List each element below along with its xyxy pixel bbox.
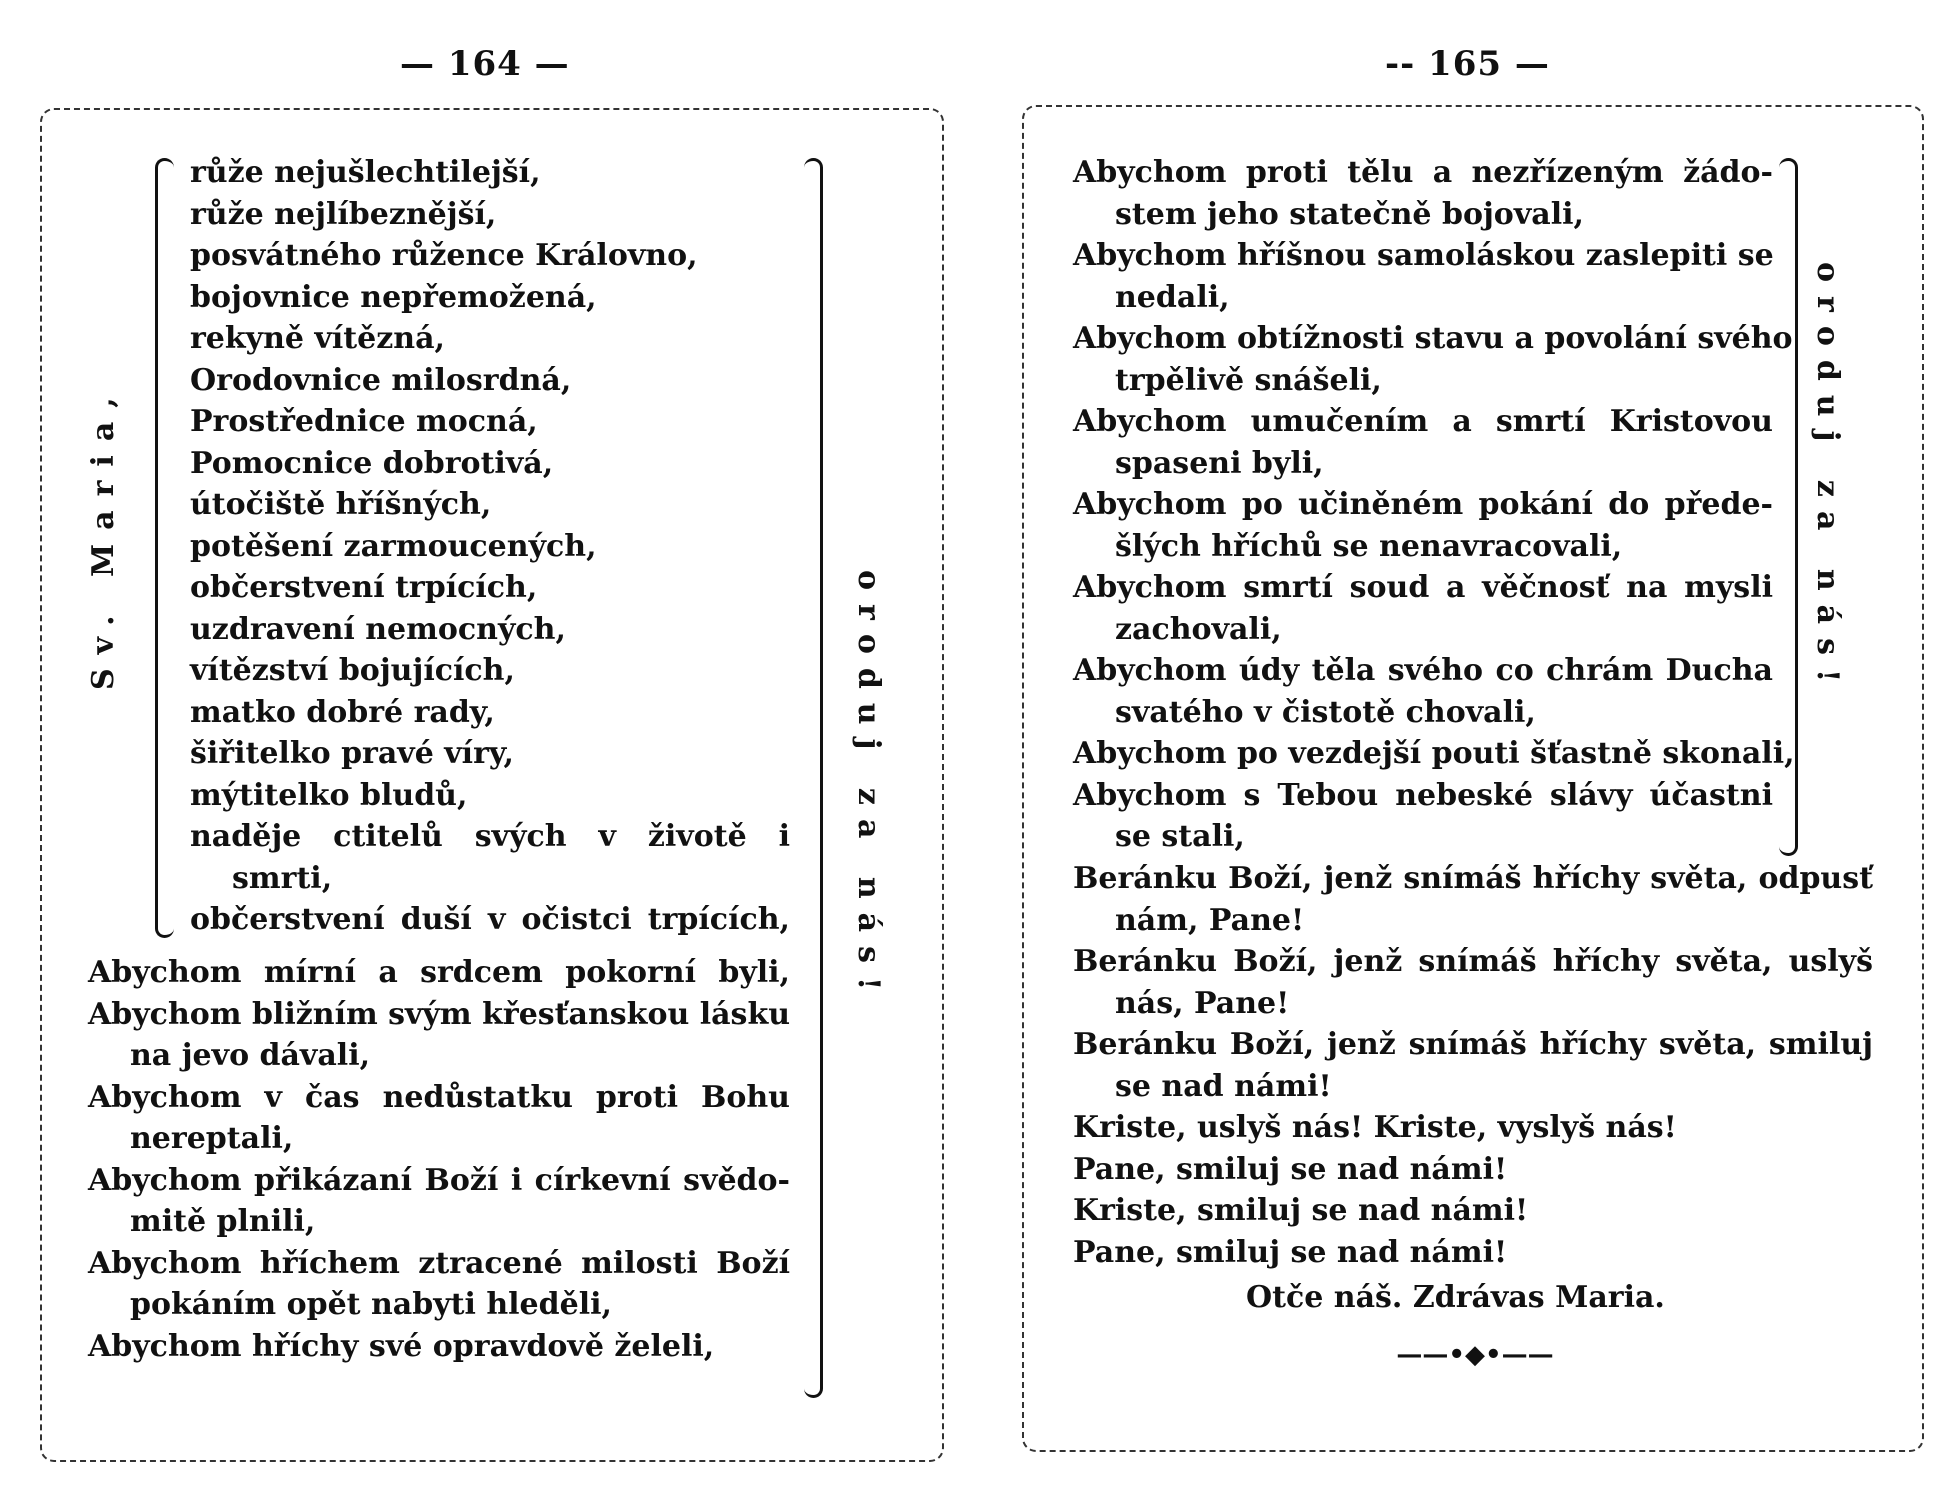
text-line: Abychom s Tebou nebeské slávy účastni bbox=[1073, 777, 1773, 813]
text-line: Beránku Boží, jenž snímáš hříchy světa, uslyš bbox=[1073, 944, 1873, 979]
text-line: potěšení zarmoucených, bbox=[190, 528, 597, 564]
right-side-refrain: oroduj za nás! bbox=[1810, 262, 1845, 697]
text-line: svatého v čistotě chovali, bbox=[1115, 694, 1536, 730]
text-line: Abychom umučením a smrtí Kristovou bbox=[1073, 404, 1773, 439]
text-line: Beránku Boží, jenž snímáš hříchy světa, odpusť bbox=[1073, 861, 1873, 896]
text-line: Abychom proti tělu a nezřízeným žádo- bbox=[1073, 155, 1773, 190]
left-lower-list bbox=[88, 952, 790, 1367]
left-page-number: — 164 — bbox=[400, 44, 570, 84]
text-line: bojovnice nepřemožená, bbox=[190, 279, 597, 315]
text-line: nás, Pane! bbox=[1115, 985, 1290, 1021]
right-right-brace bbox=[1779, 158, 1798, 856]
text-line: občerstvení duší v očistci trpících, bbox=[190, 902, 790, 937]
text-line: Beránku Boží, jenž snímáš hříchy světa, smiluj bbox=[1073, 1027, 1873, 1062]
text-line: se nad námi! bbox=[1115, 1068, 1332, 1104]
text-line: Abychom hříchy své opravdově želeli, bbox=[88, 1328, 715, 1364]
left-side-refrain: oroduj za nás! bbox=[851, 570, 886, 1005]
text-line: mýtitelko bludů, bbox=[190, 777, 468, 813]
text-line: Pomocnice dobrotivá, bbox=[190, 445, 554, 481]
text-line: Abychom po učiněném pokání do přede- bbox=[1073, 487, 1773, 522]
text-line: spaseni byli, bbox=[1115, 445, 1324, 481]
text-line: mitě plnili, bbox=[130, 1204, 316, 1239]
text-line: zachovali, bbox=[1115, 611, 1282, 647]
closing-prayers: Otče náš. Zdrávas Maria. bbox=[1246, 1280, 1665, 1315]
text-line: šiřitelko pravé víry, bbox=[190, 736, 514, 771]
text-line: vítězství bojujících, bbox=[190, 653, 515, 688]
text-line: se stali, bbox=[1115, 819, 1245, 854]
text-line: růže nejlíbeznější, bbox=[190, 196, 497, 232]
text-line: Abychom po vezdejší pouti šťastně skonali, bbox=[1073, 736, 1795, 771]
text-line: Pane, smiluj se nad námi! bbox=[1073, 1234, 1508, 1270]
text-line: Kriste, smiluj se nad námi! bbox=[1073, 1193, 1529, 1228]
text-line: růže nejušlechtilejší, bbox=[190, 155, 541, 190]
right-braced-list bbox=[1073, 152, 1795, 858]
text-line: občerstvení trpících, bbox=[190, 570, 538, 605]
text-line: Abychom přikázaní Boží i církevní svědo- bbox=[88, 1162, 790, 1198]
text-line: naděje ctitelů svých v životě i bbox=[190, 819, 790, 854]
text-line: stem jeho statečně bojovali, bbox=[1115, 196, 1584, 232]
text-line: Abychom mírní a srdcem pokorní byli, bbox=[88, 955, 790, 990]
text-line: Abychom obtížnosti stavu a povolání svého bbox=[1073, 321, 1793, 356]
text-line: Kriste, uslyš nás! Kriste, vyslyš nás! bbox=[1073, 1110, 1677, 1145]
text-line: Abychom smrtí soud a věčnosť na mysli bbox=[1073, 570, 1773, 605]
text-line: Abychom hříšnou samoláskou zaslepiti se bbox=[1073, 238, 1774, 273]
text-line: Abychom v čas nedůstatku proti Bohu bbox=[88, 1079, 790, 1115]
end-ornament: ——•◆•—— bbox=[1396, 1340, 1554, 1370]
text-line: Pane, smiluj se nad námi! bbox=[1073, 1151, 1508, 1187]
right-litany-list bbox=[1073, 858, 1873, 1273]
text-line: Orodovnice milosrdná, bbox=[190, 362, 572, 398]
left-side-label: Sv. Maria, bbox=[86, 383, 121, 690]
left-right-brace bbox=[804, 158, 823, 1398]
text-line: nedali, bbox=[1115, 279, 1230, 315]
left-braced-list bbox=[190, 152, 790, 941]
text-line: Abychom hříchem ztracené milosti Boží bbox=[88, 1245, 790, 1281]
text-line: pokáním opět nabyti hleděli, bbox=[130, 1287, 612, 1322]
text-line: Prostřednice mocná, bbox=[190, 404, 538, 439]
text-line: na jevo dávali, bbox=[130, 1038, 371, 1073]
left-left-brace bbox=[155, 158, 174, 938]
right-page-number: -- 165 — bbox=[1385, 44, 1550, 84]
text-line: nereptali, bbox=[130, 1121, 294, 1156]
text-line: Abychom bližním svým křesťanskou lásku bbox=[88, 996, 791, 1032]
text-line: útočiště hříšných, bbox=[190, 487, 492, 522]
text-line: šlých hříchů se nenavracovali, bbox=[1115, 528, 1623, 564]
text-line: trpělivě snášeli, bbox=[1115, 362, 1382, 398]
text-line: smrti, bbox=[232, 860, 333, 896]
text-line: uzdravení nemocných, bbox=[190, 611, 566, 647]
text-line: posvátného růžence Královno, bbox=[190, 238, 698, 273]
text-line: nám, Pane! bbox=[1115, 902, 1305, 938]
text-line: matko dobré rady, bbox=[190, 694, 495, 730]
text-line: Abychom údy těla svého co chrám Ducha bbox=[1073, 653, 1773, 688]
text-line: rekyně vítězná, bbox=[190, 321, 445, 356]
